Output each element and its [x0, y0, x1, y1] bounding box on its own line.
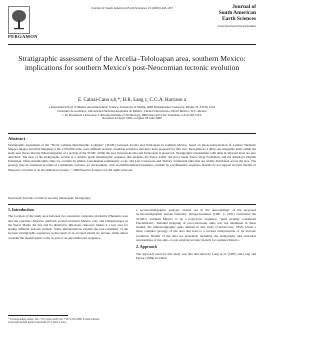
paper-title: Stratigraphic assessment of the Arcelia–Teloloapan area, southern Mexico: implications for southern Mexico's post-Neocomian tectonic evolution [18, 54, 246, 72]
right-column [136, 208, 256, 260]
publisher-name: PERGAMON [8, 34, 38, 39]
corresponding-author-footnote: * Corresponding author. Tel.: +52-5-622-4120; fax: +52-5-550-2486. E-mail address: ecabral@tonatiuh.igeofcu.unam.mx (E. Cabral-Cano). [8, 318, 100, 325]
affiliation-a: a Rosenstiel School of Marine and Atmospheric Science, University of Miami, 4600 Rickenbacker Causeway, Miami, FL 33149, USA [48, 105, 216, 109]
abstract-heading: Abstract [8, 136, 26, 141]
journal-name-line1: Journal of [232, 4, 256, 10]
approach-paragraph: The approach used for this study was that described by Lang et al. (1987) and Lang and Paylor (1994) in which [136, 251, 256, 260]
paper-authors: E. Cabral-Cano a,b,*, H.R. Lang c, C.G.A. Harrison a [77, 98, 187, 103]
left-column [8, 208, 128, 240]
affiliation-c: c Jet Propulsion Laboratory, California Institute of Technology, 4800 Oak Grove Dr., Pasadena, CA 91109, USA [62, 112, 202, 117]
journal-name-line2: South American [218, 10, 256, 16]
journal-name-line3: Earth Sciences [222, 16, 256, 22]
abstract-top-divider [8, 133, 256, 134]
affiliation-b: b Instituto de Geofísica, Universidad Nacional Autónoma de México, Ciudad Universitaria, 04510 México, D.F., Mexico [57, 108, 207, 113]
journal-brand [200, 4, 256, 28]
introduction-paragraph: The location of the study area between two extensive carbonate platforms (Huetamo area and the Guerrero–Morelos platform located between Mexico City and Chilpancingo) in the Sierra Madre del Sur and its distinctive lithologic character makes it a key area for testing different tectonic models. Some interpretations explain the non-continuity of the tectonic stratigraphic sequences as the result of an accreted island arc terrane, while others consider the metamorphic rocks as part of an autochthonous sequence. [8, 214, 128, 240]
section-heading-introduction: 1. Introduction [8, 207, 34, 212]
abstract-bottom-divider [8, 204, 256, 205]
journal-header [8, 4, 256, 42]
affiliations [18, 106, 246, 121]
right-paragraph: a tectonostratigraphic analysis carried out in the surroundings of the proposed tectonostratigraphic terrane boundary. Ortega-Gutiérrez (1981, p. 1991) considered the TCMC's southern Mexico to be a polycyclic sequence, "until recently considered Precambrian". Detailed mapping of pre-Cretaceous units was not attempted in these studies; the lithostratigraphic units defined in this study (Cabral-Cano, 1995) reveal a more complex geology of the area and lead to a revised interpretation of its tectonic evolution. Details of the data are presented, including the stratigraphy and structural relationships of the units, to test existing tectonic models for southern Mexico. [136, 208, 256, 243]
journal-reference: Journal of South American Earth Sciences 13 (2000) 443–457 [91, 6, 173, 10]
abstract-text: Stratigraphic assessment of the "Tierra Caliente Metamorphic Complex" (TCMC) between Arcelia and Teloloapan in southern Mexico, based on photo-interpretation of Landsat Thematic Mapper images and field mapping at the 1:100,000 scale, tests different tectonic evolution scenarios that have been proposed for this area. Recognition of thirty-one mappable units within the study area shows that the lithostratigraphy of a portion of the TCMC within the area between Arcelia and Teloloapan is preserved. Stratigraphic relationships with units in adjacent areas are also described. The base of the stratigraphic section is a chlorite grade metamorphic sequence that includes the Taxco Schist, the Roca Verde Taxco Viejo Formation, and the Almoloya Phyllite Formation. These metamorphic units are overlain by Albian–Cenomanian sedimentary rocks, and Late Cretaceous and Tertiary continental units that are widely distributed across the area. The geology may be explained in terms of a submarine volcanic arc environment, with an undifferentiated basement, overlain by a sedimentary sequence. Results do not support tectonic models of Mesozoic accretion of an allochthonous terrane. © 2000 Elsevier Science Ltd. All rights reserved. [8, 143, 256, 172]
received-dates: Received 24 April 1999; accepted 28 June 2000 [102, 116, 162, 121]
header-divider [8, 44, 256, 45]
keywords: Keywords: Tectonic evolution; Arcelia; Teloloapan; Stratigraphy [8, 196, 91, 200]
footnote-divider [8, 315, 68, 316]
section-heading-approach: 2. Approach [136, 244, 157, 250]
journal-url: www.elsevier.nl/locate/jsames [217, 24, 256, 28]
elsevier-tree-logo-icon [8, 6, 30, 34]
